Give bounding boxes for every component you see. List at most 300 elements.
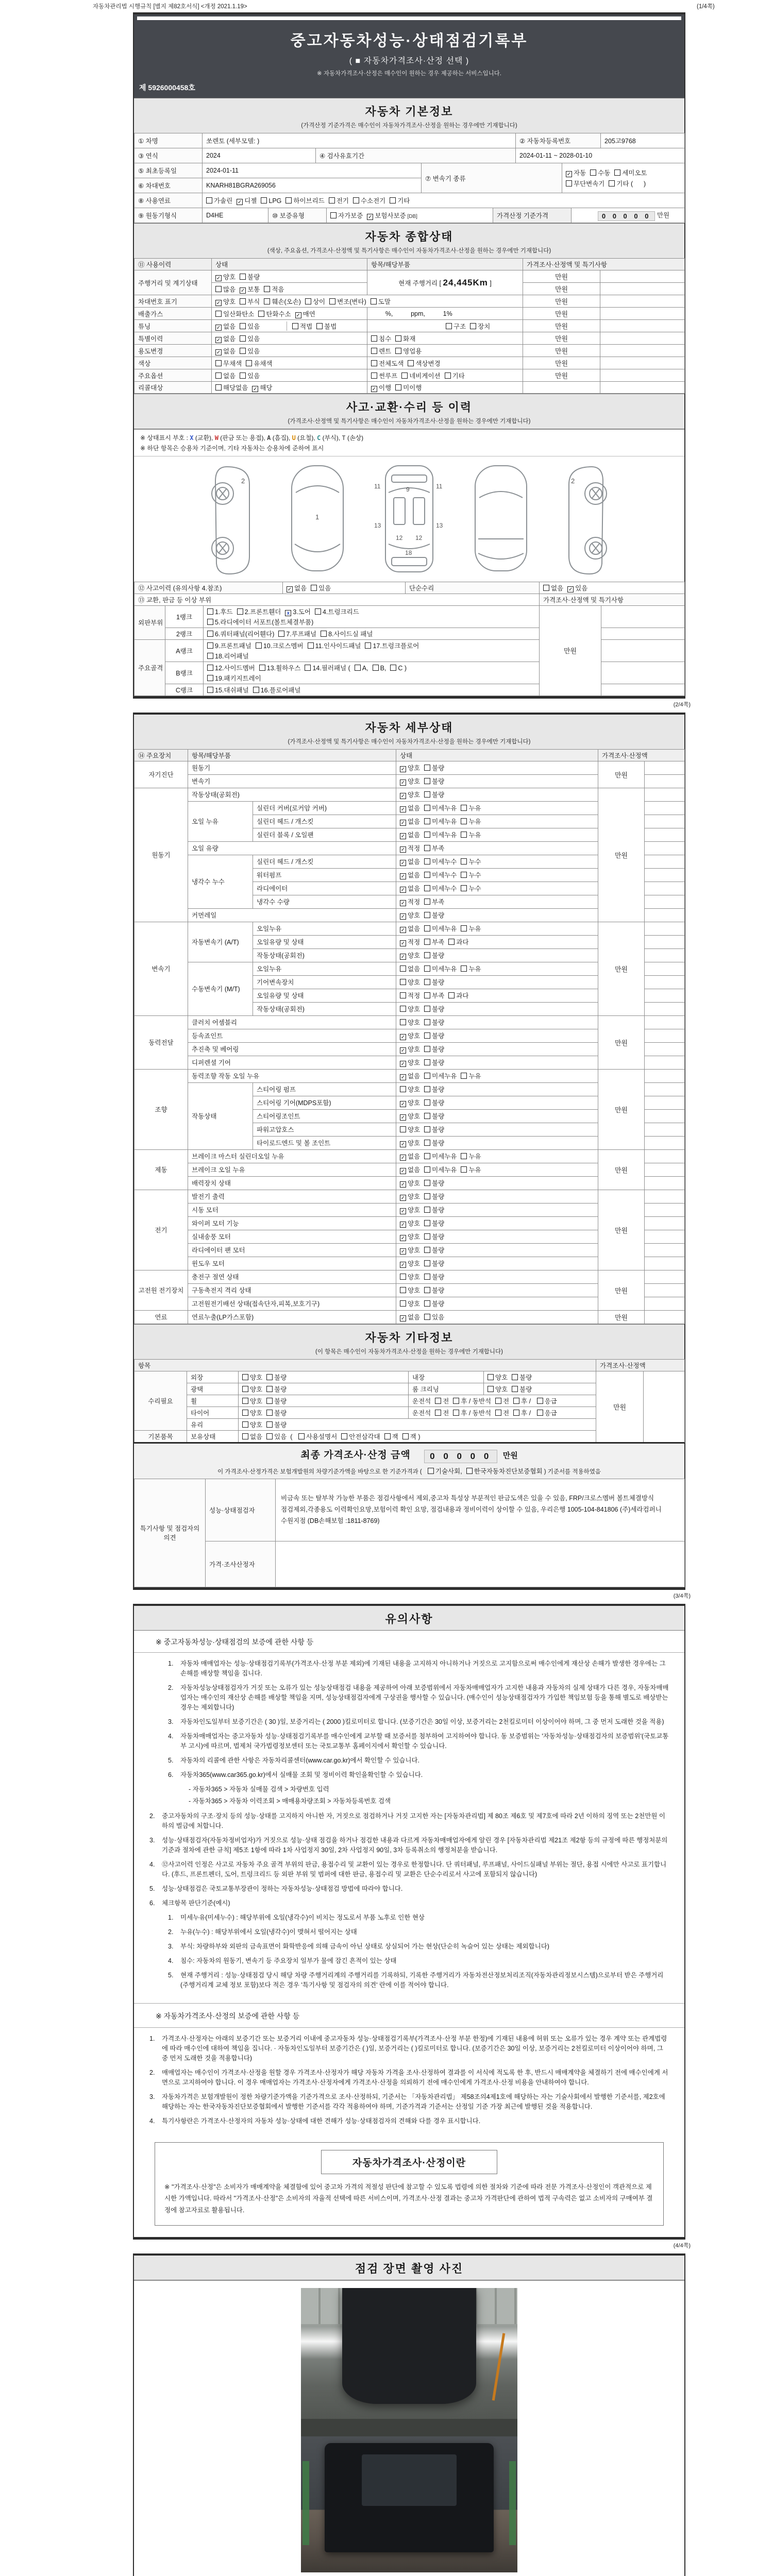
checkbox[interactable] bbox=[400, 979, 406, 985]
checkbox[interactable] bbox=[461, 818, 467, 824]
checkbox[interactable] bbox=[424, 1193, 430, 1199]
checkbox[interactable] bbox=[424, 899, 430, 905]
checkbox[interactable] bbox=[371, 348, 377, 354]
basic-info-row-2 bbox=[134, 148, 685, 163]
checkbox[interactable] bbox=[424, 1019, 430, 1025]
checkbox[interactable] bbox=[390, 197, 396, 204]
checkbox[interactable] bbox=[424, 925, 430, 931]
checkbox[interactable] bbox=[253, 687, 259, 693]
state-options bbox=[396, 1270, 598, 1283]
state-options bbox=[396, 1109, 598, 1123]
checkbox[interactable]: ✓ bbox=[240, 287, 245, 294]
option-label: 불법 bbox=[324, 323, 337, 330]
checkbox[interactable]: ✓ bbox=[400, 1035, 406, 1041]
checkbox[interactable]: ✓ bbox=[400, 1235, 406, 1242]
svg-text:11: 11 bbox=[374, 482, 381, 490]
option-label: 없음 bbox=[408, 872, 421, 879]
checkbox[interactable]: ✓ bbox=[400, 1209, 406, 1215]
checkbox[interactable] bbox=[461, 1153, 467, 1159]
checkbox[interactable] bbox=[242, 1374, 248, 1380]
checkbox[interactable]: ✓ bbox=[400, 807, 406, 813]
checkbox[interactable] bbox=[424, 778, 430, 784]
checkbox[interactable] bbox=[513, 1410, 519, 1416]
checkbox[interactable] bbox=[207, 653, 213, 659]
checkbox[interactable] bbox=[240, 348, 246, 354]
checkbox[interactable]: ✓ bbox=[400, 927, 406, 934]
checkbox[interactable] bbox=[448, 939, 455, 945]
checkbox[interactable] bbox=[242, 1386, 248, 1392]
notice-item-number: 5. bbox=[168, 1756, 174, 1764]
col-header-item: 항목/해당부품 bbox=[367, 259, 523, 270]
checkbox[interactable]: ✓ bbox=[568, 586, 573, 592]
checkbox[interactable] bbox=[461, 1073, 467, 1079]
option-label: 양호 bbox=[408, 1193, 421, 1201]
checkbox[interactable] bbox=[428, 1468, 434, 1474]
checkbox[interactable] bbox=[329, 197, 335, 204]
col-header-item: 항목 bbox=[135, 1359, 596, 1371]
option-label: 양호 bbox=[408, 1126, 421, 1134]
checkbox[interactable] bbox=[590, 170, 596, 176]
option-label: 색상변경 bbox=[415, 360, 441, 367]
detail-row bbox=[135, 1069, 685, 1082]
checkbox[interactable] bbox=[240, 298, 246, 304]
checkbox[interactable]: ✓ bbox=[296, 312, 300, 318]
text: ] bbox=[488, 279, 492, 287]
checkbox[interactable] bbox=[453, 1410, 459, 1416]
checkbox[interactable]: ✓ bbox=[368, 214, 373, 220]
checkbox[interactable] bbox=[424, 1113, 430, 1119]
checkbox[interactable] bbox=[512, 1374, 518, 1380]
checkbox[interactable]: ✓ bbox=[566, 172, 572, 177]
transmission-options bbox=[562, 163, 685, 193]
checkbox[interactable] bbox=[278, 631, 284, 637]
checkbox[interactable] bbox=[466, 1468, 473, 1474]
option-label: 있음 bbox=[247, 347, 260, 355]
notice-item-text: 자동차인도일부터 보증기간은 ( 30 )일, 보증거리는 ( 2000 )킬로미터로 합니다. (보증기간은 30일 이상, 보증거리는 2천킬로미터 이상이어야 하며, 그 중 먼저 도래한 것을 적용) bbox=[180, 1718, 664, 1725]
checkbox[interactable] bbox=[424, 1247, 430, 1253]
price-note-cell bbox=[645, 1230, 685, 1243]
checkbox[interactable]: ✓ bbox=[400, 1061, 406, 1067]
checkbox[interactable] bbox=[341, 1433, 347, 1439]
checkbox[interactable] bbox=[215, 360, 222, 366]
checkbox[interactable] bbox=[424, 992, 430, 998]
checkbox[interactable] bbox=[461, 805, 467, 811]
state-options bbox=[396, 1163, 598, 1176]
checkbox[interactable]: ✓ bbox=[400, 1249, 406, 1255]
checkbox[interactable]: ✓ bbox=[400, 874, 406, 880]
label-valid-period: ④ 검사유효기간 bbox=[316, 148, 516, 163]
option-label: 불량 bbox=[432, 1032, 445, 1040]
checkbox[interactable] bbox=[424, 832, 430, 838]
checkbox[interactable] bbox=[512, 1386, 518, 1392]
checkbox[interactable] bbox=[215, 286, 222, 292]
text: ) bbox=[402, 664, 407, 672]
option-label: 양호 bbox=[408, 1046, 421, 1054]
checkbox[interactable] bbox=[488, 1386, 494, 1392]
document-title: 중고자동차성능·상태점검기록부 bbox=[290, 32, 528, 49]
checkbox[interactable]: ✓ bbox=[400, 820, 406, 826]
checkbox[interactable] bbox=[424, 1099, 430, 1106]
checkbox[interactable] bbox=[365, 642, 371, 649]
checkbox[interactable]: ✓ bbox=[400, 793, 406, 800]
checkbox[interactable] bbox=[256, 642, 262, 649]
checkbox[interactable] bbox=[207, 687, 213, 693]
notice-item bbox=[149, 2092, 669, 2112]
price-note-cell bbox=[645, 1190, 685, 1203]
about-text: ※ "가격조사·산정"은 소비자가 매매계약을 체결함에 있어 중고차 가격의 적절성 판단에 참고할 수 있도록 법령에 의한 절차와 기준에 따라 전문 가격조사·산정인이 객관적으로 제시한 가액입니다. 따라서 "가격조사·산정"은 소비자의 자율적 선택에 따른 서비스이며, 가격조사·산정 결과는 중고차 가격판단에 관하여 법적 구속력은 없고 소비자의 구매여부 결정에 참고자료로 활용됩니다. bbox=[164, 2183, 653, 2214]
option-label: 사용설명서 bbox=[306, 1433, 338, 1440]
option-label: 없음 bbox=[408, 805, 421, 812]
group-main-frame: 주요골격 bbox=[135, 639, 165, 696]
price-unit: 만원 bbox=[598, 1015, 645, 1069]
option-label: 자가보증 bbox=[338, 212, 363, 219]
checkbox[interactable] bbox=[424, 1260, 430, 1266]
section-subtitle: (가격조사·산정액 및 특기사항은 매수인이 자동차가격조사·산정을 원하는 경우에만 기재합니다) bbox=[288, 738, 531, 745]
checkbox[interactable] bbox=[329, 298, 335, 304]
checkbox[interactable] bbox=[400, 1006, 406, 1012]
checkbox[interactable]: ✓ bbox=[400, 1182, 406, 1188]
checkbox[interactable]: ✓ bbox=[216, 337, 221, 343]
checkbox[interactable] bbox=[266, 1410, 273, 1416]
checkbox[interactable] bbox=[424, 1046, 430, 1052]
checkbox[interactable] bbox=[424, 1314, 430, 1320]
checkbox[interactable] bbox=[424, 1006, 430, 1012]
checkbox[interactable] bbox=[424, 1207, 430, 1213]
option-label: 불량 bbox=[274, 1374, 287, 1381]
checkbox[interactable] bbox=[264, 298, 270, 304]
checkbox[interactable]: ✓ bbox=[400, 1048, 406, 1054]
checkbox[interactable] bbox=[240, 323, 246, 329]
checkbox[interactable] bbox=[395, 348, 401, 354]
checkbox[interactable]: ✓ bbox=[287, 586, 292, 592]
tuning-state bbox=[212, 320, 367, 332]
option-label: 양호 bbox=[408, 1287, 421, 1295]
checkbox[interactable] bbox=[424, 805, 430, 811]
checkbox[interactable]: ✓ bbox=[400, 914, 406, 920]
checkbox[interactable] bbox=[308, 642, 314, 649]
checkbox[interactable] bbox=[353, 197, 359, 204]
checkbox[interactable] bbox=[424, 939, 430, 945]
option-label: 기술사회, bbox=[435, 1467, 462, 1475]
checkbox[interactable] bbox=[566, 180, 572, 187]
checkbox[interactable] bbox=[424, 952, 430, 958]
checkbox[interactable] bbox=[401, 372, 408, 379]
checkbox[interactable] bbox=[435, 1398, 441, 1404]
checkbox[interactable] bbox=[488, 1374, 494, 1380]
checkbox[interactable] bbox=[537, 1410, 543, 1416]
final-price-note bbox=[134, 1466, 684, 1476]
option-label: 양호 bbox=[408, 1300, 421, 1308]
checkbox[interactable] bbox=[242, 1433, 248, 1439]
option-label: 누유 bbox=[468, 818, 481, 826]
checkbox[interactable] bbox=[207, 665, 213, 671]
checkbox[interactable] bbox=[461, 858, 467, 865]
checkbox[interactable] bbox=[315, 608, 321, 615]
state-options bbox=[396, 895, 598, 908]
checkbox[interactable] bbox=[424, 1073, 430, 1079]
checkbox[interactable] bbox=[400, 965, 406, 972]
notice-item-text: - 자동차365 > 자동차 이력조회 > 매매용차량조회 > 자동차등록번호 검색 bbox=[189, 1797, 391, 1805]
text: (요철), bbox=[295, 434, 317, 442]
checkbox[interactable] bbox=[424, 1166, 430, 1173]
option-label: 기타 ( ) bbox=[616, 180, 646, 188]
option-label: 전기 bbox=[336, 197, 349, 205]
checkbox[interactable]: ✓ bbox=[216, 275, 221, 281]
checkbox[interactable]: ✓ bbox=[400, 901, 406, 907]
checkbox[interactable]: ✓ bbox=[400, 780, 406, 786]
checkbox[interactable] bbox=[292, 323, 298, 329]
col-header-state: 상태 bbox=[396, 749, 598, 761]
page-margin-note bbox=[0, 0, 773, 12]
part-label: 실린더 헤드 / 개스킷 bbox=[253, 815, 396, 828]
checkbox[interactable]: ✓ bbox=[372, 386, 377, 392]
checkbox[interactable] bbox=[461, 832, 467, 838]
state-options bbox=[396, 1297, 598, 1310]
option-label: 많음 bbox=[223, 285, 236, 293]
text: (교환), bbox=[193, 434, 215, 442]
checkbox[interactable] bbox=[461, 965, 467, 972]
detail-row bbox=[135, 1270, 685, 1283]
checkbox[interactable] bbox=[400, 1287, 406, 1293]
item-interior: 내장 bbox=[409, 1371, 484, 1383]
checkbox[interactable] bbox=[495, 1410, 501, 1416]
checkbox[interactable] bbox=[215, 384, 222, 391]
option-label: 누유 bbox=[468, 965, 481, 973]
state-options bbox=[396, 1149, 598, 1163]
checkbox[interactable] bbox=[266, 1398, 273, 1404]
checkbox[interactable] bbox=[424, 1140, 430, 1146]
checkbox[interactable] bbox=[408, 360, 414, 366]
checkbox[interactable] bbox=[266, 1421, 273, 1428]
checkbox[interactable] bbox=[258, 311, 264, 317]
checkbox[interactable] bbox=[543, 585, 549, 591]
checkbox[interactable] bbox=[400, 1126, 406, 1132]
price-empty bbox=[523, 382, 600, 394]
checkbox[interactable] bbox=[390, 665, 396, 671]
option-label: 자동 bbox=[574, 170, 586, 177]
accident-history-table bbox=[134, 582, 685, 606]
checkbox[interactable] bbox=[513, 1398, 519, 1404]
checkbox[interactable] bbox=[237, 608, 243, 615]
checkbox[interactable] bbox=[207, 619, 213, 625]
checkbox[interactable] bbox=[402, 1433, 409, 1439]
state-options bbox=[396, 1096, 598, 1109]
checkbox[interactable] bbox=[242, 1410, 248, 1416]
checkbox[interactable]: ✓ bbox=[400, 887, 406, 893]
checkbox[interactable]: ✓ bbox=[216, 325, 221, 331]
checkbox[interactable] bbox=[371, 360, 377, 366]
checkbox[interactable] bbox=[207, 631, 213, 637]
checkbox[interactable] bbox=[206, 197, 212, 204]
price-unit: 만원 bbox=[598, 1310, 645, 1324]
checkbox[interactable] bbox=[461, 1166, 467, 1173]
checkbox[interactable] bbox=[495, 1398, 501, 1404]
interior-state bbox=[484, 1371, 596, 1383]
checkbox[interactable] bbox=[424, 885, 430, 891]
option-label: 미세누유 bbox=[432, 805, 457, 812]
etc-info-table bbox=[134, 1359, 685, 1443]
checkbox[interactable] bbox=[424, 1287, 430, 1293]
checkbox[interactable] bbox=[614, 170, 620, 176]
checkbox[interactable] bbox=[424, 1032, 430, 1039]
checkbox[interactable]: ✓ bbox=[400, 1155, 406, 1161]
checkbox[interactable] bbox=[461, 872, 467, 878]
checkbox[interactable] bbox=[424, 765, 430, 771]
option-label: 불량 bbox=[432, 1247, 445, 1255]
checkbox[interactable] bbox=[207, 608, 213, 615]
notice-item bbox=[149, 1927, 669, 1937]
checkbox[interactable] bbox=[400, 1086, 406, 1092]
checkbox[interactable]: ✓ bbox=[400, 1101, 406, 1108]
row-label: 특별이력 bbox=[135, 332, 212, 345]
option-label: 불량 bbox=[274, 1421, 287, 1429]
checkbox[interactable] bbox=[311, 585, 317, 591]
checkbox[interactable] bbox=[285, 197, 292, 204]
checkbox[interactable] bbox=[240, 274, 246, 280]
checkbox[interactable] bbox=[424, 1274, 430, 1280]
col-header-price: 가격조사·산정액 bbox=[596, 1359, 685, 1371]
checkbox[interactable] bbox=[215, 311, 222, 317]
checkbox[interactable] bbox=[207, 675, 213, 681]
checkbox[interactable] bbox=[424, 1059, 430, 1065]
checkbox[interactable] bbox=[316, 323, 323, 329]
checkbox[interactable] bbox=[400, 992, 406, 998]
checkbox[interactable]: ✓ bbox=[400, 1142, 406, 1148]
checkbox[interactable] bbox=[470, 323, 476, 329]
part-label: 기어변속장치 bbox=[253, 975, 396, 989]
checkbox[interactable] bbox=[424, 1300, 430, 1307]
checkbox[interactable] bbox=[305, 298, 311, 304]
section-title: 자동차 종합상태 bbox=[365, 230, 453, 243]
checkbox[interactable] bbox=[453, 1398, 459, 1404]
checkbox[interactable] bbox=[240, 372, 246, 379]
option-label: 불량 bbox=[432, 1059, 445, 1067]
checkbox[interactable]: ✓ bbox=[400, 860, 406, 867]
checkbox[interactable] bbox=[355, 665, 361, 671]
checkbox[interactable] bbox=[424, 791, 430, 798]
checkbox[interactable] bbox=[424, 818, 430, 824]
notice-item-number: 4. bbox=[149, 2117, 155, 2125]
state-options bbox=[396, 801, 598, 815]
checkbox[interactable] bbox=[298, 1433, 305, 1439]
checkbox[interactable]: ✓ bbox=[400, 1262, 406, 1268]
checkbox[interactable] bbox=[424, 1180, 430, 1186]
checkbox[interactable]: ✓ bbox=[400, 1115, 406, 1121]
row-label: 튜닝 bbox=[135, 320, 212, 332]
checkbox[interactable] bbox=[400, 1019, 406, 1025]
checkbox[interactable]: ✓ bbox=[238, 199, 242, 205]
checkbox[interactable] bbox=[424, 845, 430, 851]
checkbox[interactable] bbox=[424, 912, 430, 918]
checkbox[interactable] bbox=[400, 1300, 406, 1307]
checkbox[interactable] bbox=[266, 1433, 273, 1439]
checkbox[interactable] bbox=[371, 372, 377, 379]
section-title: 유의사항 bbox=[385, 1612, 433, 1625]
checkbox[interactable]: ✓ bbox=[400, 1075, 406, 1081]
checkbox[interactable]: ✓ bbox=[253, 386, 258, 392]
price-note-cell bbox=[645, 989, 685, 1002]
checkbox[interactable] bbox=[461, 885, 467, 891]
checkbox[interactable] bbox=[395, 335, 401, 342]
option-label: LPG bbox=[268, 197, 282, 205]
checkbox[interactable] bbox=[321, 631, 327, 637]
checkbox[interactable] bbox=[448, 992, 455, 998]
checkbox[interactable] bbox=[215, 372, 222, 379]
checkbox[interactable]: ✓ bbox=[400, 941, 406, 947]
checkbox[interactable] bbox=[242, 1398, 248, 1404]
checkbox[interactable]: ✓ bbox=[400, 954, 406, 960]
checkbox[interactable]: ✓ bbox=[400, 834, 406, 840]
state-options bbox=[396, 1069, 598, 1082]
checkbox[interactable]: ✓ bbox=[400, 1195, 406, 1201]
checkbox[interactable]: ✓ bbox=[216, 349, 221, 355]
option-label: 잭 bbox=[392, 1433, 398, 1440]
checkbox[interactable] bbox=[424, 1220, 430, 1226]
checkbox[interactable] bbox=[242, 1421, 248, 1428]
checkbox[interactable] bbox=[266, 1386, 273, 1392]
checkbox[interactable] bbox=[446, 323, 452, 329]
checkbox[interactable]: ✓ bbox=[400, 1222, 406, 1228]
checkbox[interactable] bbox=[266, 1374, 273, 1380]
price-note-cell bbox=[645, 801, 685, 815]
checkbox[interactable]: ✓ bbox=[400, 1168, 406, 1175]
checkbox[interactable] bbox=[435, 1410, 441, 1416]
checkbox[interactable] bbox=[609, 180, 615, 187]
checkbox[interactable] bbox=[259, 665, 265, 671]
checkbox[interactable] bbox=[537, 1398, 543, 1404]
text: (부식), bbox=[321, 434, 342, 442]
checkbox[interactable] bbox=[424, 1153, 430, 1159]
checkbox[interactable]: ✓ bbox=[400, 767, 406, 773]
checkbox[interactable]: ✓ bbox=[400, 1316, 406, 1322]
checkbox[interactable] bbox=[461, 925, 467, 931]
checkbox[interactable] bbox=[371, 335, 377, 342]
checkbox[interactable] bbox=[445, 372, 451, 379]
checkbox[interactable] bbox=[240, 335, 246, 342]
checkbox[interactable] bbox=[424, 979, 430, 985]
option-label: 일산화탄소 bbox=[223, 310, 255, 318]
checkbox[interactable] bbox=[424, 965, 430, 972]
checkbox[interactable] bbox=[246, 360, 252, 366]
checkbox[interactable] bbox=[384, 1433, 391, 1439]
checkbox[interactable]: ✓ bbox=[400, 847, 406, 853]
price-note-cell bbox=[645, 1109, 685, 1123]
checkbox[interactable] bbox=[305, 665, 311, 671]
checkbox[interactable] bbox=[330, 212, 337, 218]
rank-1-parts bbox=[204, 605, 540, 628]
notice-item-text: 부식: 차량하부와 외판의 금속표면이 화학반응에 의해 금속이 아닌 상태로 상실되어 가는 현상(단순히 녹슬어 있는 상태는 제외합니다) bbox=[180, 1942, 549, 1950]
checkbox[interactable] bbox=[424, 1126, 430, 1132]
checkbox[interactable]: x bbox=[285, 610, 291, 616]
checkbox[interactable] bbox=[424, 872, 430, 878]
checkbox[interactable] bbox=[400, 1274, 406, 1280]
checkbox[interactable] bbox=[207, 642, 213, 649]
checkbox[interactable]: ✓ bbox=[216, 300, 221, 306]
notice-item-number: 4. bbox=[168, 1957, 174, 1964]
rank-b-parts bbox=[204, 662, 540, 684]
car-damage-diagrams bbox=[134, 456, 684, 582]
section-subtitle: (색상, 주요옵션, 가격조사·산정액 및 특기사항은 매수인이 자동차가격조사·산정을 원하는 경우에만 기재합니다) bbox=[267, 248, 551, 254]
checkbox[interactable] bbox=[371, 298, 377, 304]
checkbox[interactable] bbox=[395, 384, 401, 391]
checkbox[interactable] bbox=[424, 1086, 430, 1092]
checkbox[interactable] bbox=[424, 858, 430, 865]
option-label: C bbox=[398, 664, 403, 672]
checkbox[interactable] bbox=[261, 197, 267, 204]
checkbox[interactable] bbox=[424, 1233, 430, 1240]
checkbox[interactable] bbox=[264, 286, 270, 292]
checkbox[interactable] bbox=[373, 665, 379, 671]
